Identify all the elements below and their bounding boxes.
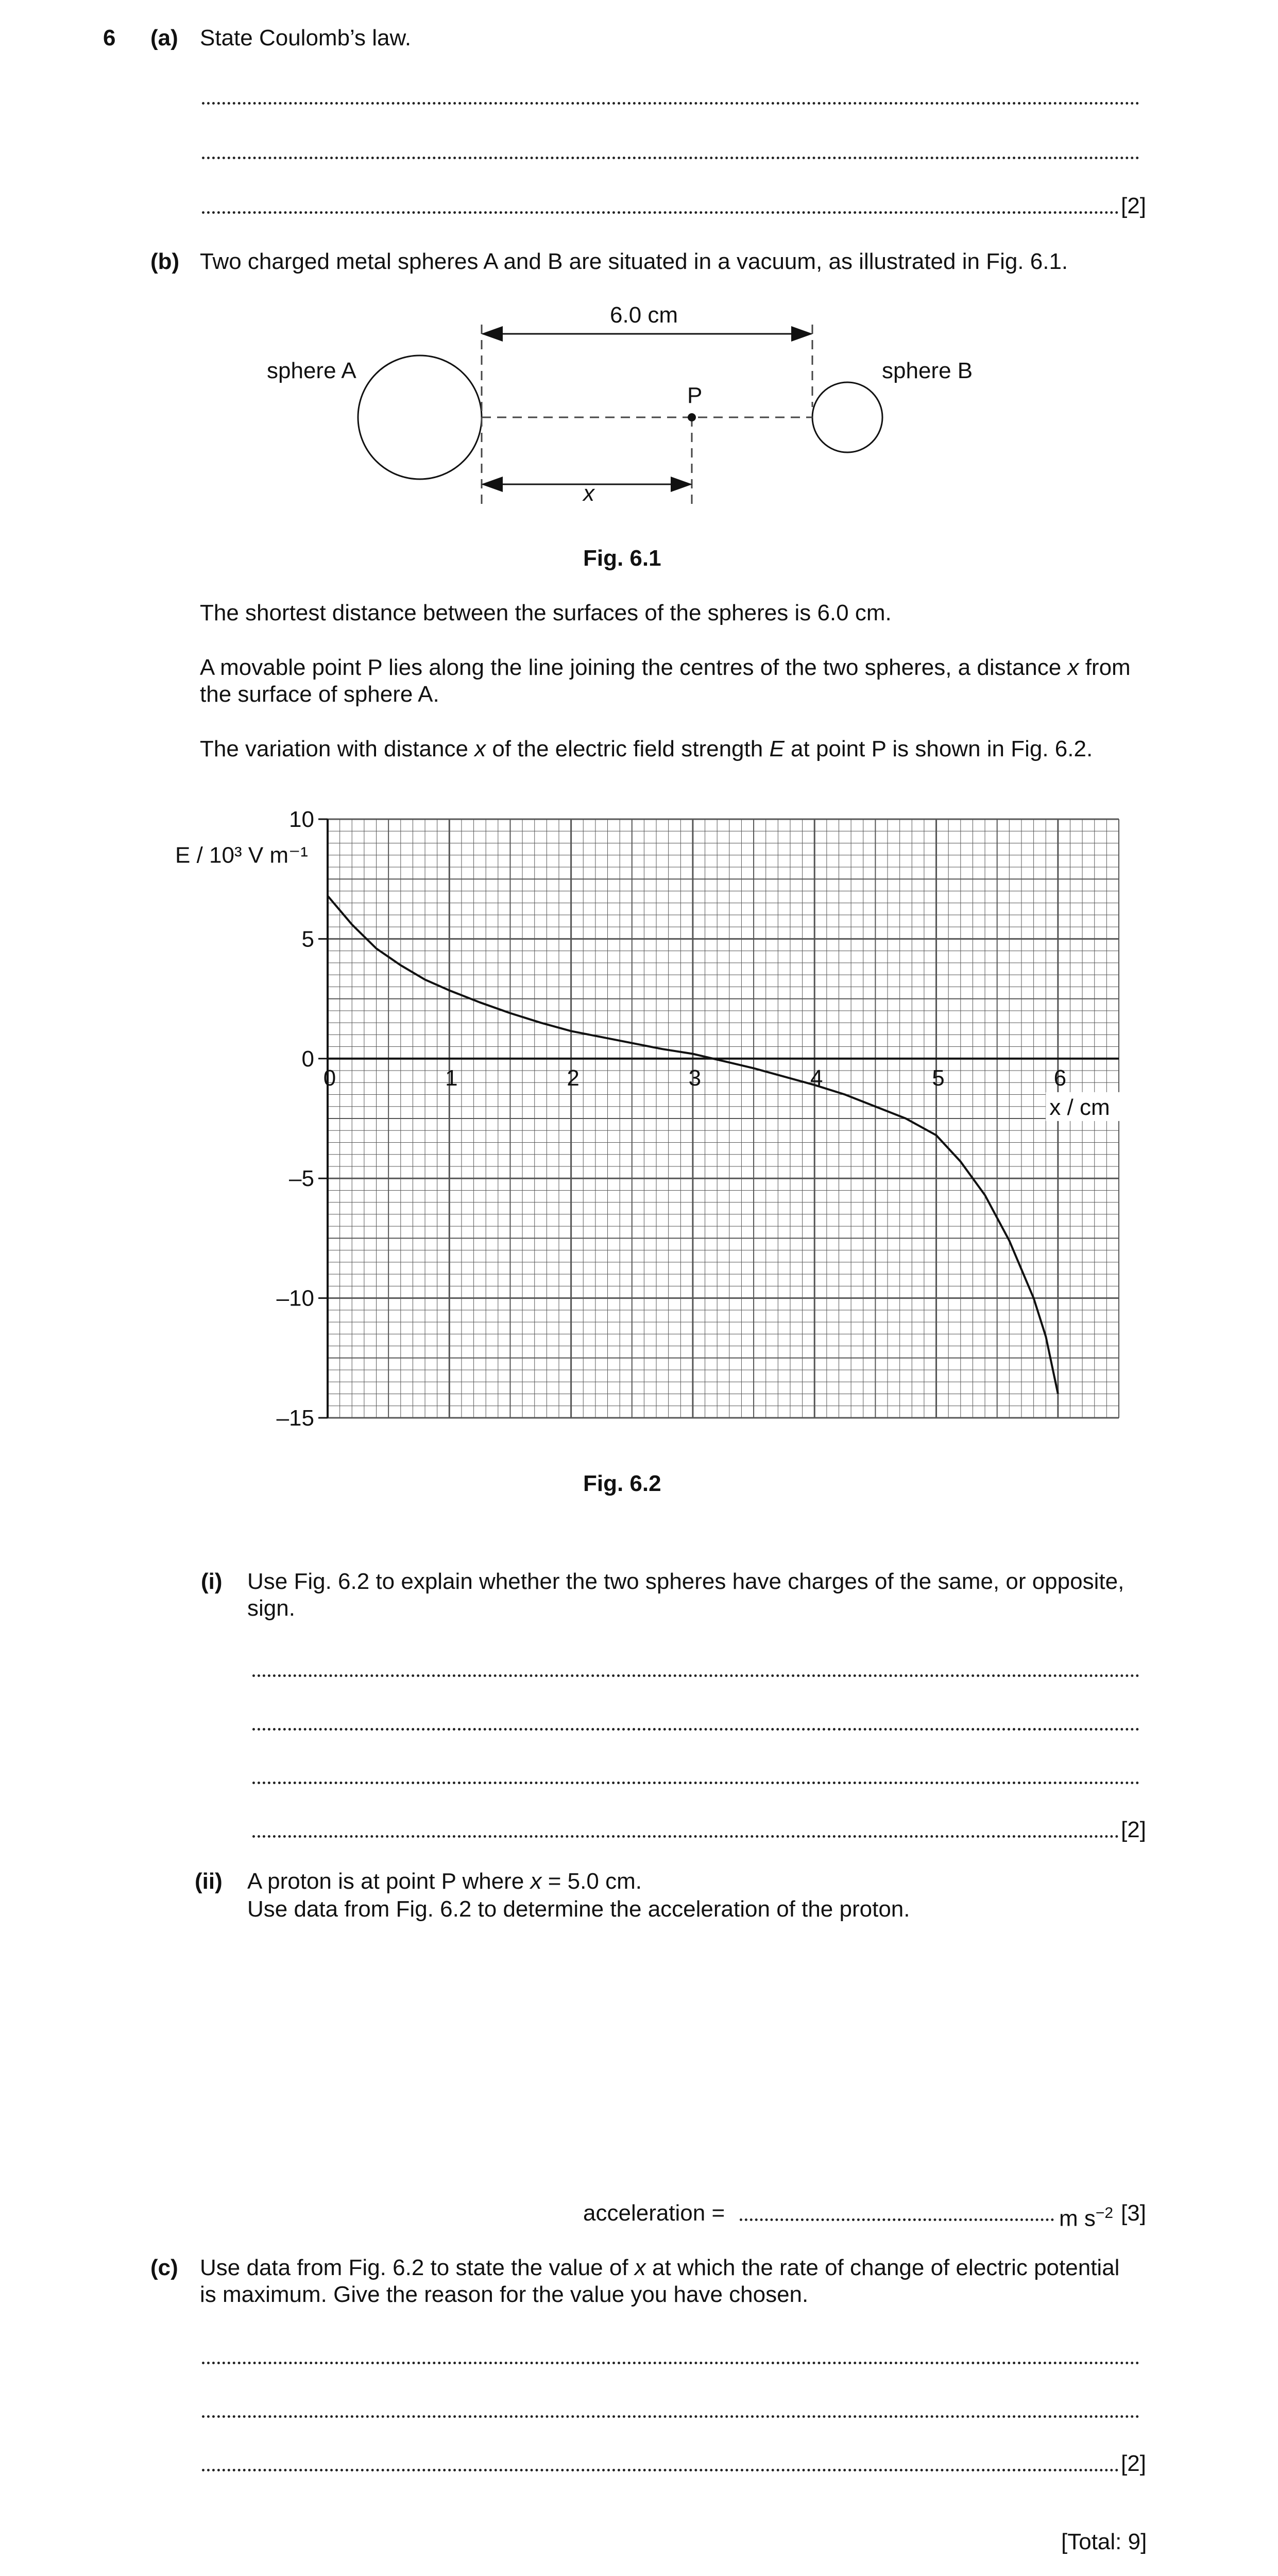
- part-c-line2: is maximum. Give the reason for the value you have chosen.: [200, 2282, 809, 2307]
- sub-i-label: (i): [201, 1569, 223, 1594]
- x-label: x: [583, 481, 594, 506]
- x-tick-label: 1: [445, 1065, 458, 1091]
- x-tick-label: 2: [567, 1065, 580, 1091]
- sub-ii-line1: A proton is at point P where x = 5.0 cm.: [247, 1869, 642, 1894]
- sub-i-line1: Use Fig. 6.2 to explain whether the two spheres have charges of the same, or opposite,: [247, 1569, 1124, 1594]
- y-tick-label: –10: [276, 1285, 314, 1311]
- answer-line[interactable]: [202, 2362, 1139, 2364]
- x-tick-label: 5: [932, 1065, 945, 1091]
- fig-6-1-diagram: [0, 0, 1278, 567]
- x-tick-label: 3: [688, 1065, 702, 1091]
- marks-i: [2]: [1121, 1817, 1146, 1842]
- marks-c: [2]: [1121, 2451, 1146, 2476]
- part-c-label: (c): [150, 2255, 178, 2280]
- sphere-a: [358, 355, 482, 479]
- point-p-label: P: [687, 383, 703, 408]
- acceleration-unit: m $s^{-2}$: [1059, 2205, 1114, 2231]
- answer-line[interactable]: [252, 1674, 1139, 1677]
- marks-a: [2]: [1121, 193, 1146, 218]
- answer-line[interactable]: [252, 1835, 1119, 1838]
- x-tick-label: 0: [323, 1065, 336, 1091]
- answer-line[interactable]: [202, 2469, 1119, 2471]
- distance-label: 6.0 cm: [610, 302, 678, 328]
- x-tick-label: 4: [810, 1065, 823, 1091]
- sub-i-line2: sign.: [247, 1596, 295, 1621]
- sphere-b-label: sphere B: [882, 358, 973, 383]
- x-axis-label: x / cm: [1049, 1094, 1110, 1120]
- part-a-prompt: State Coulomb’s law.: [200, 25, 412, 50]
- acceleration-answer-line[interactable]: [740, 2218, 1054, 2221]
- y-tick-label: –15: [276, 1405, 314, 1431]
- answer-line[interactable]: [252, 1782, 1139, 1784]
- acceleration-label: acceleration =: [583, 2200, 725, 2226]
- sub-ii-line2: Use data from Fig. 6.2 to determine the acceleration of the proton.: [247, 1896, 910, 1922]
- part-c-line1: Use data from Fig. 6.2 to state the value of x at which the rate of change of electric potential: [200, 2255, 1120, 2280]
- part-a-label: (a): [150, 25, 178, 50]
- part-b-label: (b): [150, 249, 180, 274]
- total-marks: [Total: 9]: [1061, 2529, 1147, 2554]
- y-axis-label: E / 10³ V m⁻¹: [175, 842, 308, 868]
- fig-6-1-caption: Fig. 6.1: [583, 546, 661, 571]
- paragraph-shortest-distance: The shortest distance between the surfaces of the spheres is 6.0 cm.: [200, 600, 892, 625]
- paragraph-variation: The variation with distance x of the electric field strength E at point P is shown in Fig. 6.2.: [200, 736, 1093, 761]
- fig-6-2-caption: Fig. 6.2: [583, 1471, 661, 1496]
- sub-ii-label: (ii): [195, 1869, 223, 1894]
- part-b-intro: Two charged metal spheres A and B are situated in a vacuum, as illustrated in Fig. 6.1.: [200, 249, 1068, 274]
- sphere-b: [812, 382, 882, 452]
- y-tick-label: –5: [289, 1166, 314, 1192]
- y-tick-label: 5: [301, 926, 314, 952]
- paragraph-movable-point-cont: the surface of sphere A.: [200, 682, 439, 707]
- sphere-a-label: sphere A: [267, 358, 356, 383]
- point-p-dot: [688, 413, 696, 421]
- question-number: 6: [103, 25, 116, 50]
- answer-line[interactable]: [252, 1728, 1139, 1731]
- paragraph-movable-point: A movable point P lies along the line joining the centres of the two spheres, a distance x from: [200, 655, 1131, 680]
- y-tick-label: 10: [289, 807, 314, 832]
- fig-6-2-chart: [0, 793, 1278, 1463]
- y-tick-label: 0: [301, 1046, 314, 1072]
- answer-line[interactable]: [202, 2415, 1139, 2418]
- marks-ii: [3]: [1121, 2200, 1146, 2226]
- x-tick-label: 6: [1053, 1065, 1067, 1091]
